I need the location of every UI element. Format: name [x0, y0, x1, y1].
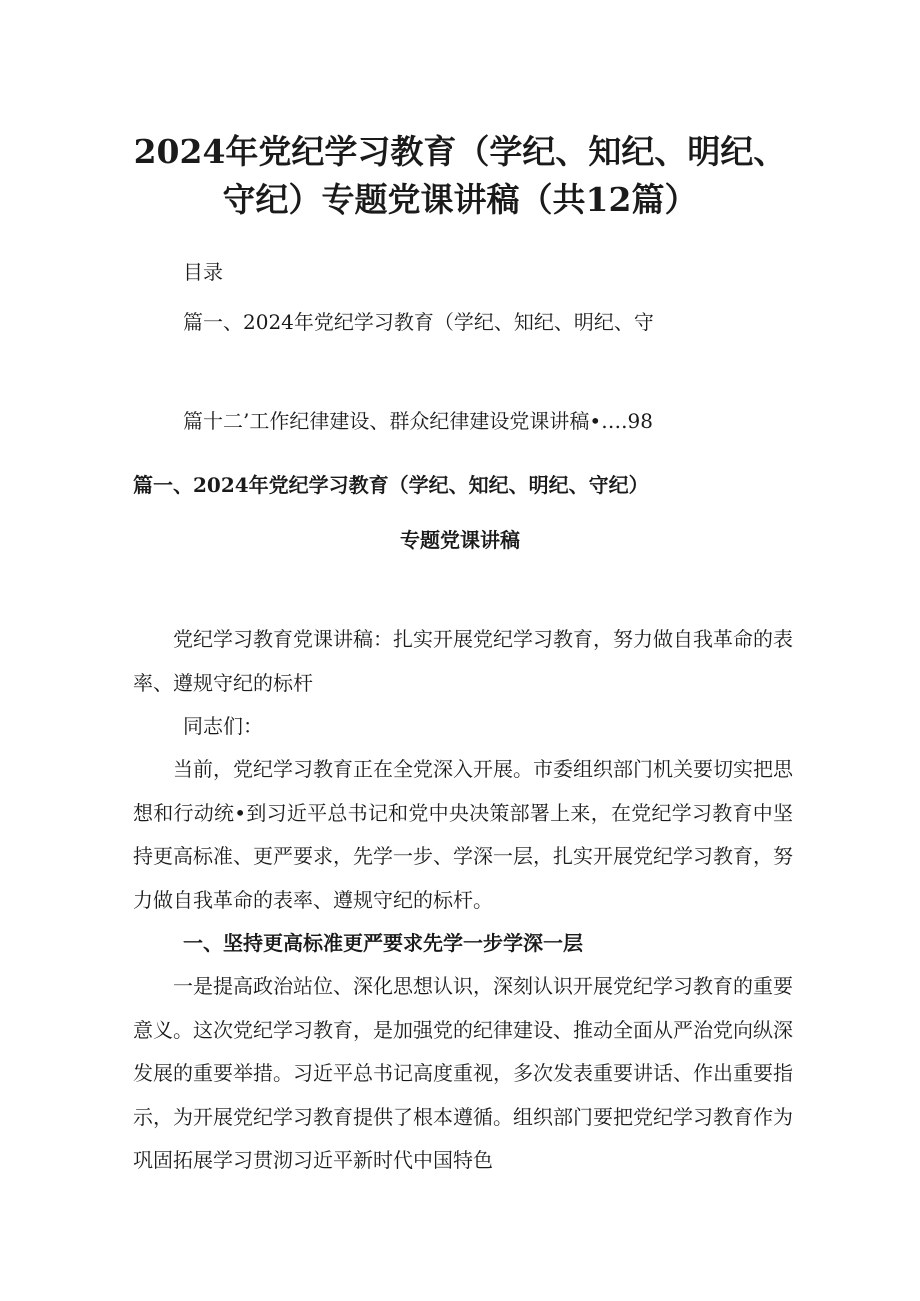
document-title-line-2: 守纪）专题党课讲稿（共12篇）: [222, 180, 698, 219]
toc-entry-12: 篇十二’工作纪律建设、群众纪律建设党课讲稿•….98: [183, 409, 653, 433]
point-one-paragraph: 一是提高政治站位、深化思想认识，深刻认识开展党纪学习教育的重要意义。这次党纪学习教育，是加强党的纪律建设、推动全面从严治党向纵深发展的重要举措。习近平总书记高度重视，多次发表重要讲话、作出重要指示，为开展党纪学习教育提供了根本遵循。组织部门要把党纪学习教育作为巩固拓展学习贯沏习近平新时代中国特色: [133, 974, 793, 1172]
document-title-line-1: 2024年党纪学习教育（学纪、知纪、明纪、: [133, 132, 787, 171]
greeting: 同志们：: [183, 714, 263, 738]
section-heading-line-2: 专题党课讲稿: [400, 528, 520, 552]
speech-subtitle: 党纪学习教育党课讲稿：扎实开展党纪学习教育，努力做自我革命的表率、遵规守纪的标杆: [133, 627, 793, 695]
heading-point-one: 一、坚持更高标准更严要求先学一步学深一层: [183, 931, 583, 955]
toc-label: 目录: [183, 260, 223, 284]
intro-paragraph: 当前，党纪学习教育正在全党深入开展。市委组织部门机关要切实把思想和行动统•到习近平总书记和党中央决策部署上来，在党纪学习教育中坚持更高标准、更严要求，先学一步、学深一层，扎实开展党纪学习教育，努力做自我革命的表率、遵规守纪的标杆。: [133, 757, 793, 912]
toc-entry-1: 篇一、2024年党纪学习教育（学纪、知纪、明纪、守: [183, 310, 654, 334]
section-heading-line-1: 篇一、2024年党纪学习教育（学纪、知纪、明纪、守纪）: [133, 473, 649, 497]
